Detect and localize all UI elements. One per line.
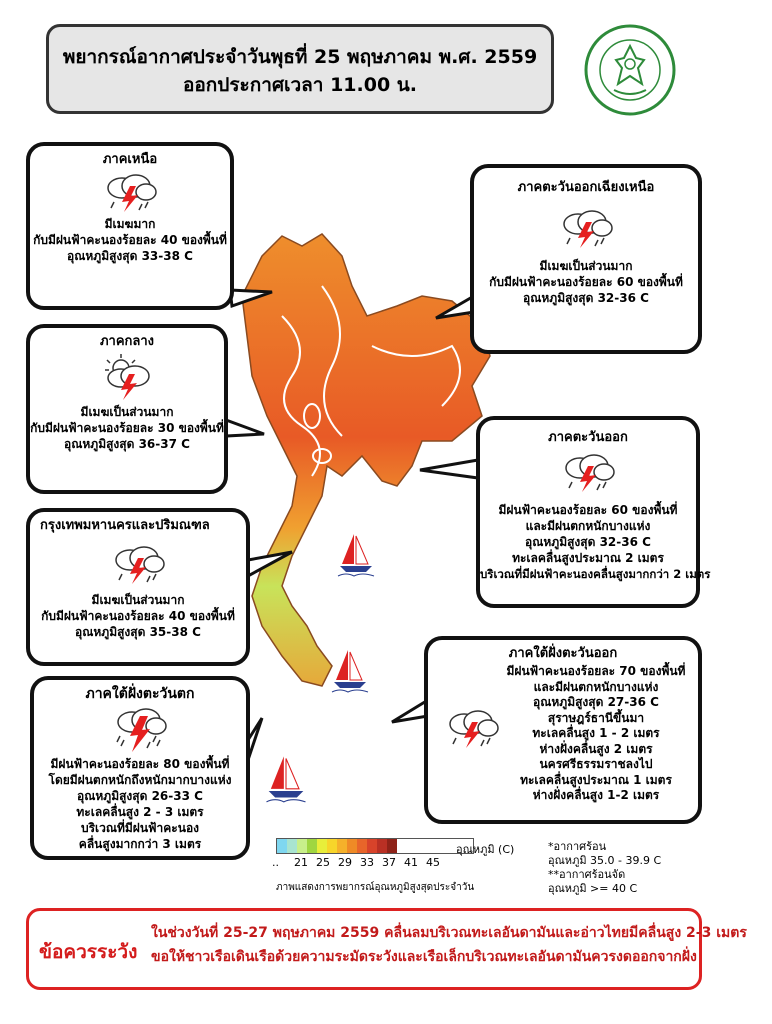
central-line-2: กับมีฝนฟ้าคะนองร้อยละ 30 ของพื้นที่ xyxy=(30,421,224,435)
legend-tick-label: 21 xyxy=(294,856,308,869)
south-east-line-9: ห่างฝั่งคลื่นสูง 1-2 เมตร xyxy=(532,788,660,802)
legend-caption: ภาพแสดงการพยากรณ์อุณหภูมิสูงสุดประจำวัน xyxy=(276,882,475,893)
legend-tick-label: 45 xyxy=(426,856,440,869)
bangkok-line-1: มีเมฆเป็นส่วนมาก xyxy=(91,593,185,607)
northeast-line-2: กับมีฝนฟ้าคะนองร้อยละ 60 ของพื้นที่ xyxy=(489,275,683,289)
title-line-2: ออกประกาศเวลา 11.00 น. xyxy=(182,74,418,96)
south-east-line-1: มีฝนฟ้าคะนองร้อยละ 70 ของพื้นที่ xyxy=(506,664,686,678)
central-line-3: อุณหภูมิสูงสุด 36-37 C xyxy=(64,437,190,451)
region-name: กรุงเทพมหานครและปริมณฑล xyxy=(40,518,210,533)
legend-swatch xyxy=(287,839,297,853)
heavy-thunderstorm-icon xyxy=(110,706,170,754)
sun-thunderstorm-icon xyxy=(97,354,157,402)
legend-tick-label: 33 xyxy=(360,856,374,869)
warning-box xyxy=(26,908,747,990)
temperature-legend xyxy=(272,838,515,895)
legend-unit: อุณหภูมิ (C) xyxy=(456,843,515,856)
legend-ticks xyxy=(272,854,446,874)
legend-swatch xyxy=(327,839,337,853)
legend-swatch xyxy=(347,839,357,853)
thunderstorm-icon xyxy=(558,452,618,494)
legend-swatch xyxy=(367,839,377,853)
legend-color-bar xyxy=(276,838,474,854)
note-hot: *อากาศร้อน xyxy=(548,840,607,853)
south-east-line-2: และมีฝนตกหนักบางแห่ง xyxy=(533,679,659,694)
thunderstorm-icon xyxy=(100,172,160,214)
south-west-line-5: บริเวณที่มีฝนฟ้าคะนอง xyxy=(80,821,200,835)
south-west-line-4: ทะเลคลื่นสูง 2 - 3 เมตร xyxy=(76,805,204,819)
east-line-1: มีฝนฟ้าคะนองร้อยละ 60 ของพื้นที่ xyxy=(498,503,678,517)
thunderstorm-icon xyxy=(442,706,502,752)
east-line-2: และมีฝนตกหนักบางแห่ง xyxy=(525,519,651,533)
north-line-2: กับมีฝนฟ้าคะนองร้อยละ 40 ของพื้นที่ xyxy=(33,233,227,247)
warning-text xyxy=(151,921,747,969)
bangkok-line-2: กับมีฝนฟ้าคะนองร้อยละ 40 ของพื้นที่ xyxy=(41,609,235,623)
legend-swatch xyxy=(387,839,397,853)
warning-line-2: ขอให้ชาวเรือเดินเรือด้วยความระมัดระวังและเรือเล็กบริเวณทะเลอันดามันควรงดออกจากฝั่ง xyxy=(151,949,697,965)
legend-tick-label: 29 xyxy=(338,856,352,869)
legend-swatch xyxy=(377,839,387,853)
northeast-line-1: มีเมฆเป็นส่วนมาก xyxy=(539,259,633,273)
south-east-line-5: ทะเลคลื่นสูง 1 - 2 เมตร xyxy=(532,726,660,740)
east-line-4: ทะเลคลื่นสูงประมาณ 2 เมตร xyxy=(512,551,664,565)
region-name: ภาคใต้ฝั่งตะวันตก xyxy=(85,686,195,702)
region-central-card xyxy=(26,324,228,494)
legend-tick-label: 25 xyxy=(316,856,330,869)
legend-swatch xyxy=(307,839,317,853)
region-name: ภาคตะวันออก xyxy=(548,430,628,445)
legend-swatch xyxy=(277,839,287,853)
south-east-line-7: นครศรีธรรมราชลงไป xyxy=(539,757,653,771)
heat-notes xyxy=(548,840,661,896)
legend-tick-label: .. xyxy=(272,856,279,869)
region-east-card xyxy=(476,416,711,608)
title-line-1: พยากรณ์อากาศประจำวันพุธที่ 25 พฤษภาคม พ.ศ. 2559 xyxy=(62,46,538,68)
south-west-line-3: อุณหภูมิสูงสุด 26-33 C xyxy=(77,789,203,803)
region-south-west-card xyxy=(30,676,250,860)
central-line-1: มีเมฆเป็นส่วนมาก xyxy=(80,405,174,419)
region-name: ภาคเหนือ xyxy=(102,152,158,167)
south-west-line-2: โดยมีฝนตกหนักถึงหนักมากบางแห่ง xyxy=(48,773,232,787)
bangkok-line-3: อุณหภูมิสูงสุด 35-38 C xyxy=(75,625,201,639)
region-bangkok-card xyxy=(26,508,250,666)
warning-label: ข้อควรระวัง xyxy=(39,941,138,963)
legend-swatch xyxy=(337,839,347,853)
legend-tick-label: 37 xyxy=(382,856,396,869)
thunderstorm-icon xyxy=(108,544,168,586)
legend-tick-label: 41 xyxy=(404,856,418,869)
legend-swatch xyxy=(357,839,367,853)
thunderstorm-icon xyxy=(556,208,616,250)
south-west-line-1: มีฝนฟ้าคะนองร้อยละ 80 ของพื้นที่ xyxy=(50,757,230,771)
region-northeast-card xyxy=(470,164,702,354)
region-north-card xyxy=(26,142,234,310)
north-line-3: อุณหภูมิสูงสุด 33-38 C xyxy=(67,249,193,263)
note-very-hot: **อากาศร้อนจัด xyxy=(548,868,626,881)
northeast-line-3: อุณหภูมิสูงสุด 32-36 C xyxy=(523,291,649,305)
legend-swatch xyxy=(297,839,307,853)
south-east-line-4: สุราษฎร์ธานีขึ้นมา xyxy=(547,710,645,725)
warning-line-1: ในช่วงวันที่ 25-27 พฤษภาคม 2559 คลื่นลมบริเวณทะเลอันดามันและอ่าวไทยมีคลื่นสูง 2-3 เมตร xyxy=(151,925,747,941)
south-east-line-6: ห่างฝั่งคลื่นสูง 2 เมตร xyxy=(539,741,653,756)
south-east-line-8: ทะเลคลื่นสูงประมาณ 1 เมตร xyxy=(520,772,672,787)
legend-swatch xyxy=(317,839,327,853)
east-line-5: บริเวณที่มีฝนฟ้าคะนองคลื่นสูงมากกว่า 2 เมตร xyxy=(480,567,711,581)
region-name: ภาคตะวันออกเฉียงเหนือ xyxy=(517,180,655,195)
north-line-1: มีเมฆมาก xyxy=(104,217,156,231)
region-name: ภาคใต้ฝั่งตะวันออก xyxy=(508,646,618,661)
south-west-line-6: คลื่นสูงมากกว่า 3 เมตร xyxy=(78,837,202,851)
south-east-line-3: อุณหภูมิสูงสุด 27-36 C xyxy=(533,695,659,709)
region-south-east-card xyxy=(424,636,702,824)
east-line-3: อุณหภูมิสูงสุด 32-36 C xyxy=(525,535,651,549)
note-hot-range: อุณหภูมิ 35.0 - 39.9 C xyxy=(548,854,662,867)
region-name: ภาคกลาง xyxy=(99,334,155,349)
note-very-hot-range: อุณหภูมิ >= 40 C xyxy=(548,882,638,895)
